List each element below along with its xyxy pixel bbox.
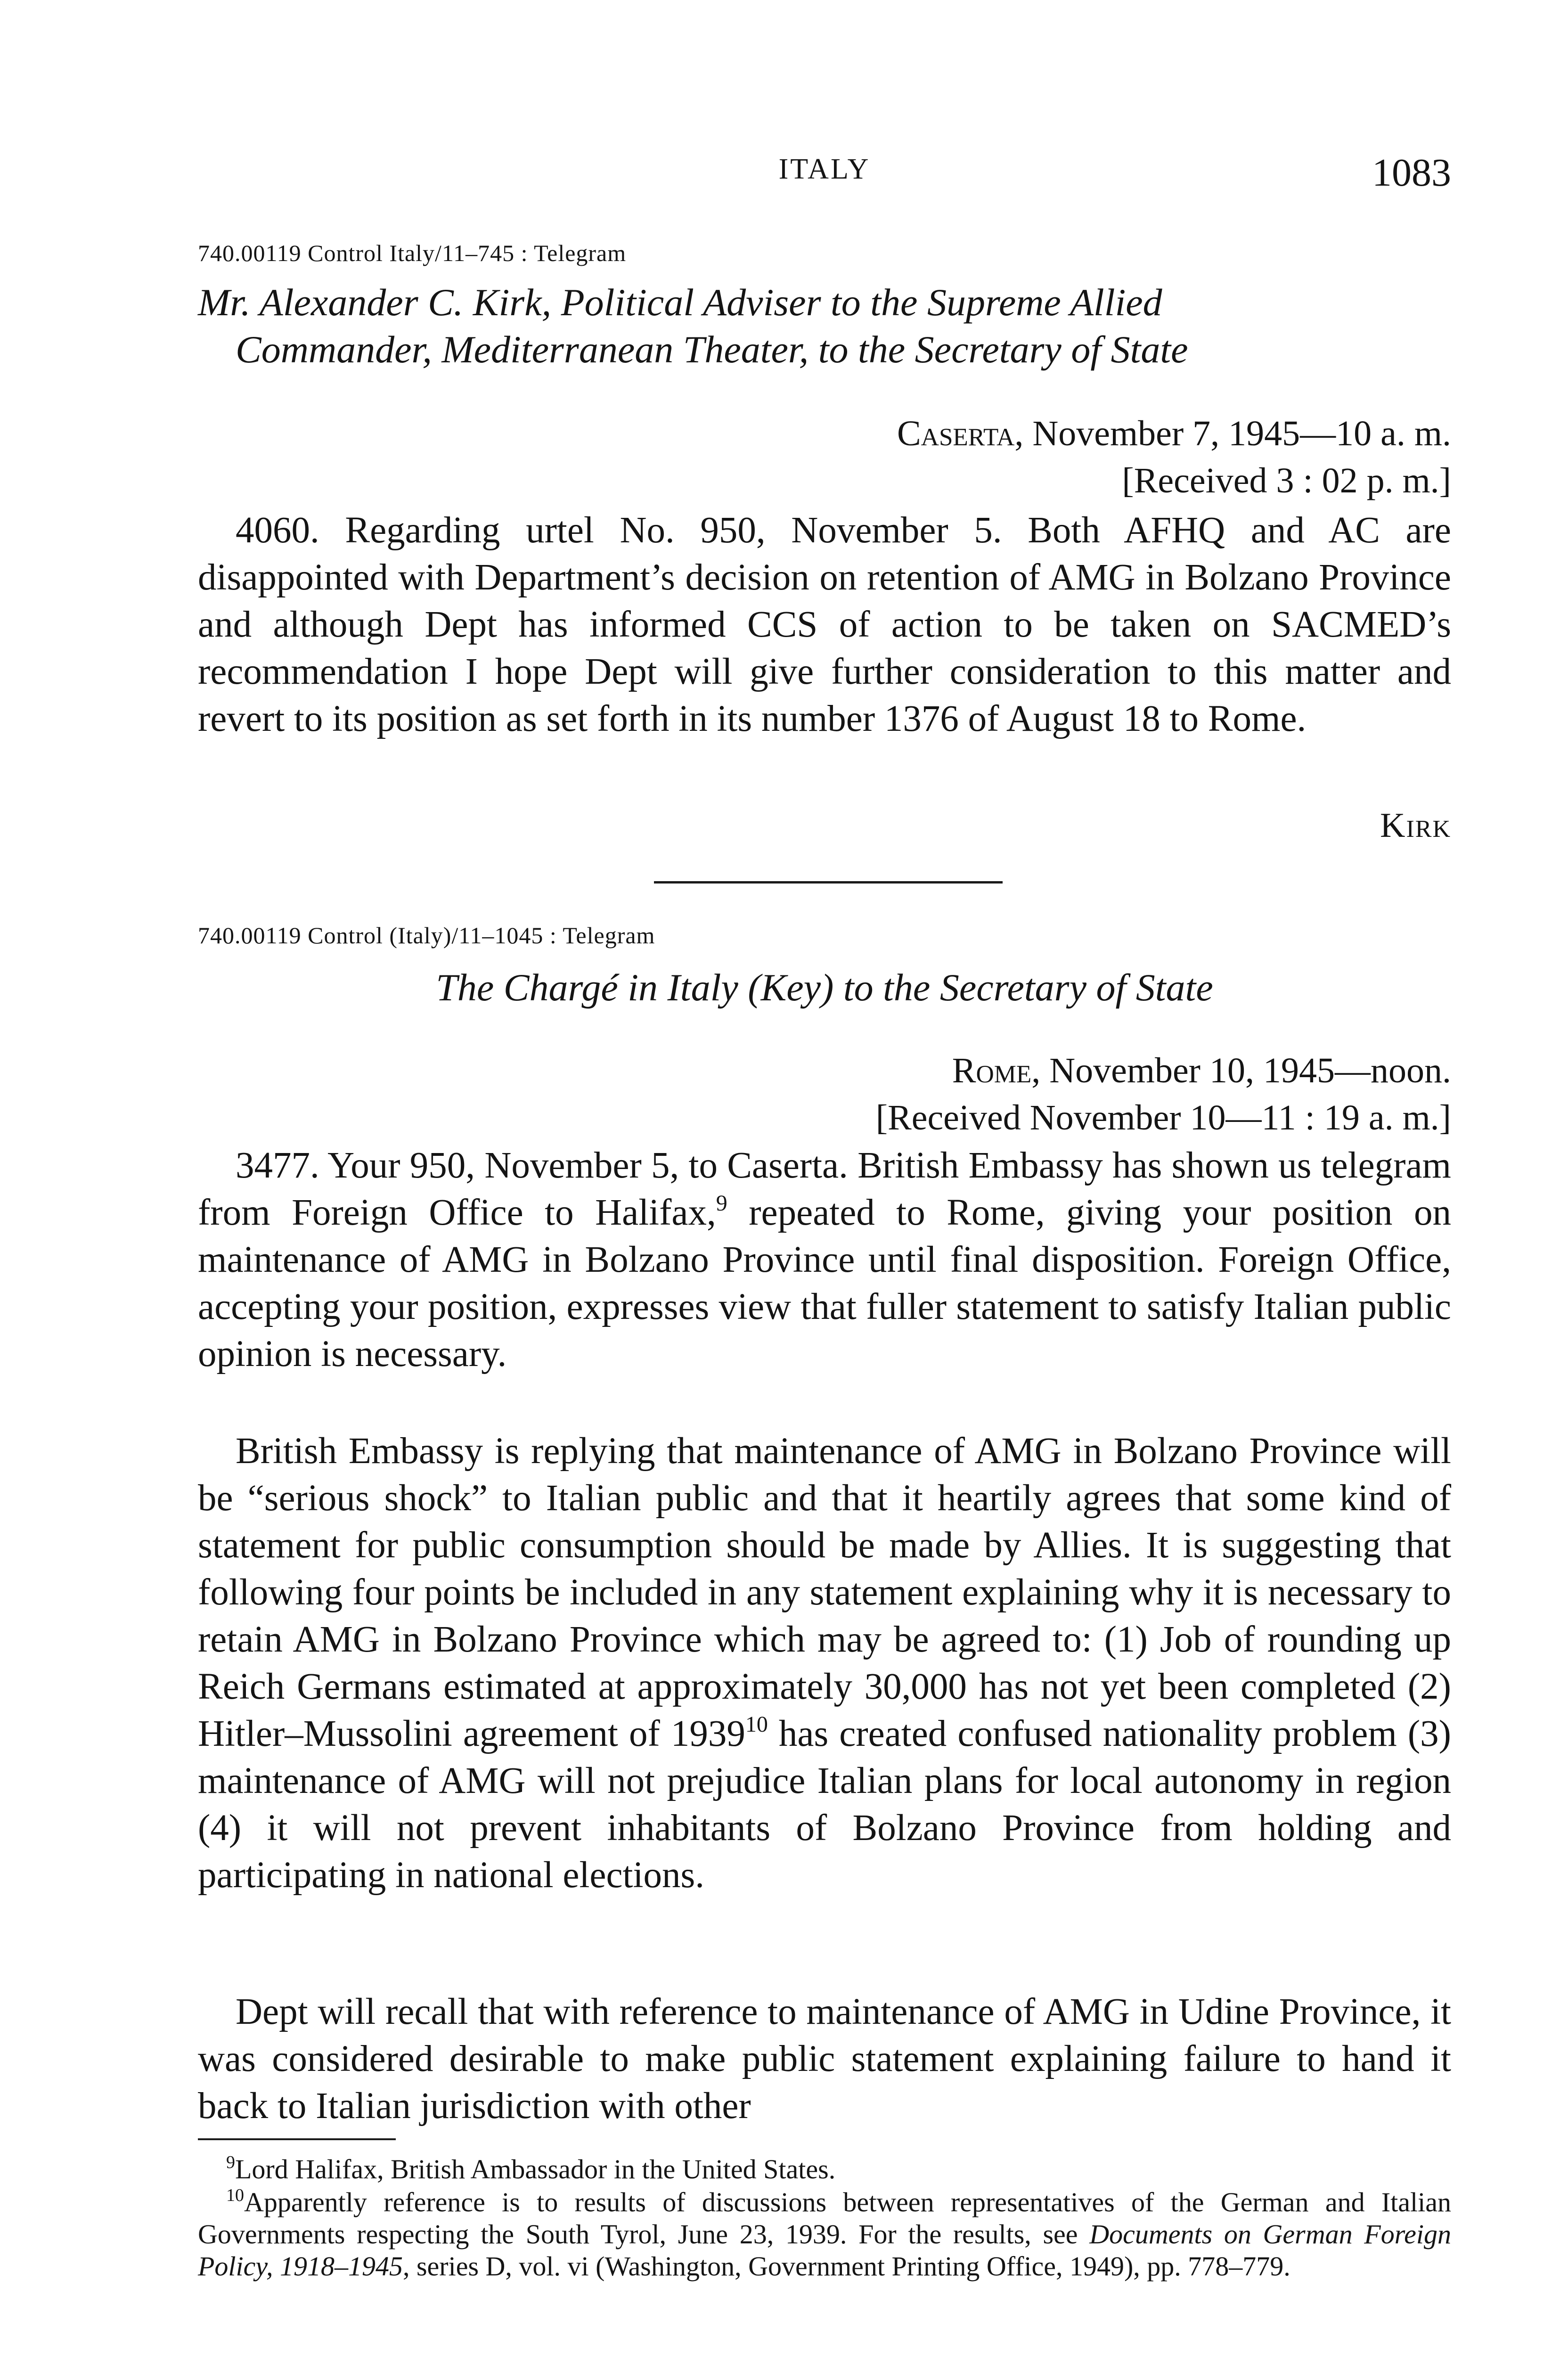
- dateline-place-date: [897, 410, 1451, 457]
- file-reference-2: 740.00119 Control (Italy)/11–1045 : Telegram: [198, 922, 655, 949]
- running-head: [198, 150, 1451, 195]
- dateline-place: Rome: [952, 1051, 1032, 1090]
- page-number: 1083: [1372, 151, 1451, 195]
- footnote-mark-10: 10: [226, 2185, 244, 2205]
- received-time: [Received November 10—11 : 19 a. m.]: [875, 1098, 1451, 1137]
- footnote-ref-10: 10: [745, 1712, 768, 1737]
- footnote-rule: [198, 2138, 396, 2140]
- dateline-place-date: [876, 1047, 1451, 1094]
- dateline-2: [876, 1047, 1451, 1141]
- document-heading-2: The Chargé in Italy (Key) to the Secretary of State: [436, 966, 1213, 1009]
- footnote-9: $^9$Lord Halifax, British Ambassador in the United States.: [226, 2152, 836, 2184]
- dateline-date: , November 10, 1945—noon.: [1031, 1051, 1451, 1090]
- telegram-paragraph-1: 3477. Your 950, November 5, to Caserta. British Embassy has shown us telegram from Foreign Office to Halifax,$^9$ repeated to Rome, giving your position on maintenance of AMG in Bolzano Province until final disposition. Foreign Office, accepting your position, expresses view that fuller statement to satisfy Italian public opinion is necessary.: [198, 1145, 1451, 1374]
- file-reference-1: 740.00119 Control Italy/11–745 : Telegram: [198, 240, 627, 266]
- heading-line-2: Commander, Mediterranean Theater, to the Secretary of State: [236, 328, 1188, 371]
- dateline-1: [897, 410, 1451, 504]
- document-heading-1: [198, 279, 1451, 373]
- received-time: [Received 3 : 02 p. m.]: [1122, 461, 1451, 500]
- signature: Kirk: [1380, 806, 1451, 845]
- running-title: ITALY: [778, 153, 871, 185]
- footnote-mark-9: 9: [226, 2152, 235, 2172]
- footnote-10: $^{10}$Apparently reference is to results of discussions between representatives of the German and Italian Governments respecting the South Tyrol, June 23, 1939. For the results, see Documents on German Foreign Policy, 1918–1945, series D, vol. vi (Washington, Government Printing Office, 1949), pp. 778–779.: [198, 2185, 1451, 2282]
- dateline-place: Caserta: [897, 414, 1015, 453]
- telegram-paragraph-2: British Embassy is replying that maintenance of AMG in Bolzano Province will be “serious shock” to Italian public and that it heartily agrees that some kind of statement for public consumption should be made by Allies. It is suggesting that following four points be included in any statement explaining why it is necessary to retain AMG in Bolzano Province which may be agreed to: (1) Job of rounding up Reich Germans estimated at approximately 30,000 has not yet been completed (2) Hitler–Mussolini agreement of 1939$^{10}$ has created confused nationality problem (3) maintenance of AMG will not prejudice Italian plans for local autonomy in region (4) it will not prevent inhabitants of Bolzano Province from holding and participating in national elections.: [198, 1431, 1451, 1896]
- section-divider: [654, 881, 1003, 884]
- heading-line-1: Mr. Alexander C. Kirk, Political Adviser to the Supreme Allied: [198, 281, 1162, 324]
- telegram-paragraph-3: Dept will recall that with reference to maintenance of AMG in Udine Province, it was considered desirable to make public statement explaining failure to hand it back to Italian jurisdiction with other: [198, 1991, 1451, 2127]
- cited-title: Documents on German Foreign Policy, 1918–1945: [198, 2219, 1451, 2282]
- footnote-ref-9: 9: [716, 1191, 727, 1216]
- dateline-date: , November 7, 1945—10 a. m.: [1014, 414, 1451, 453]
- telegram-body-1: 4060. Regarding urtel No. 950, November 5. Both AFHQ and AC are disappointed with Department’s decision on retention of AMG in Bolzano Province and although Dept has informed CCS of action to be taken on SACMED’s recommendation I hope Dept will give further consideration to this matter and revert to its position as set forth in its number 1376 of August 18 to Rome.: [198, 510, 1451, 739]
